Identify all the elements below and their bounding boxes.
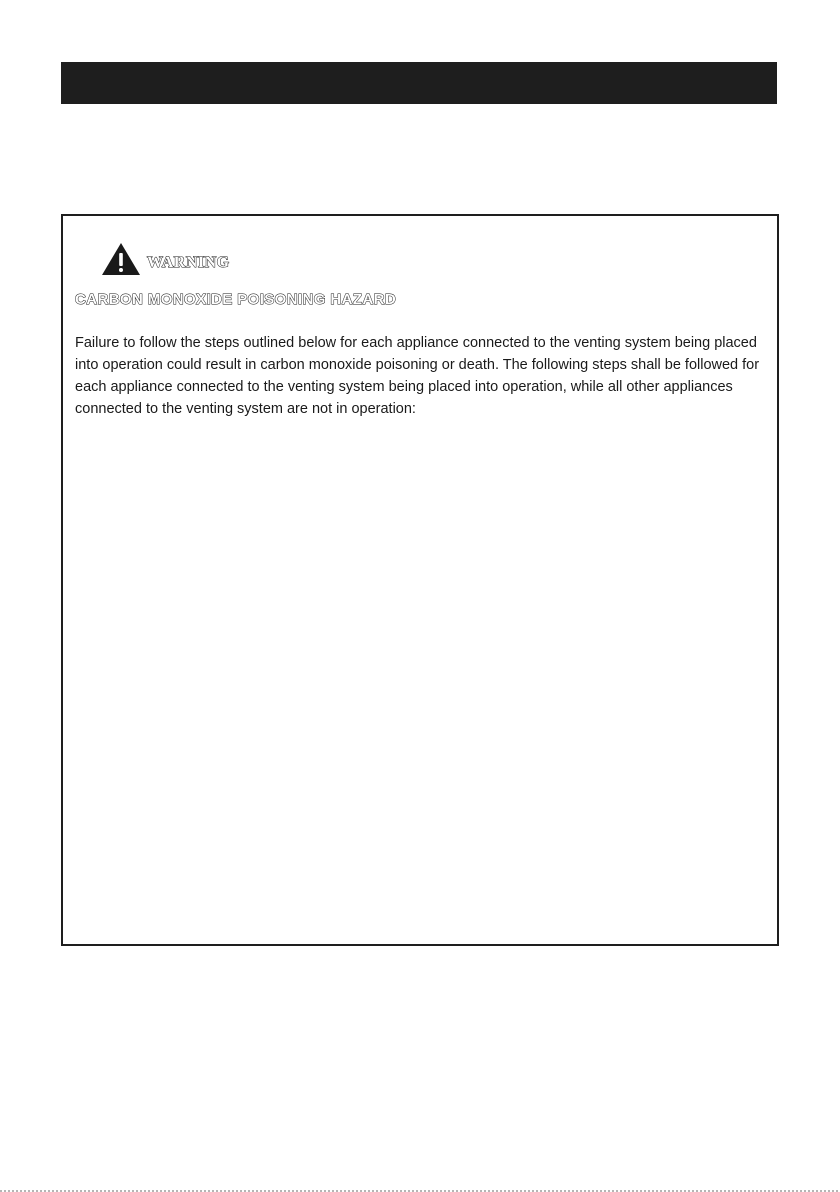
warning-label: WARNING (147, 254, 230, 271)
warning-heading (101, 242, 230, 276)
warning-body-text: Failure to follow the steps outlined below for each appliance connected to the venting system being placed into operation could result in carbon monoxide poisoning or death. The following steps shall be followed for each appliance connected to the venting system being placed into operation, while all other appliances connected to the venting system are not in operation: (75, 335, 760, 417)
warning-triangle-icon (101, 242, 141, 276)
warning-box (61, 214, 779, 946)
hazard-title: CARBON MONOXIDE POISONING HAZARD (75, 291, 397, 308)
section-header-bar (61, 62, 777, 104)
